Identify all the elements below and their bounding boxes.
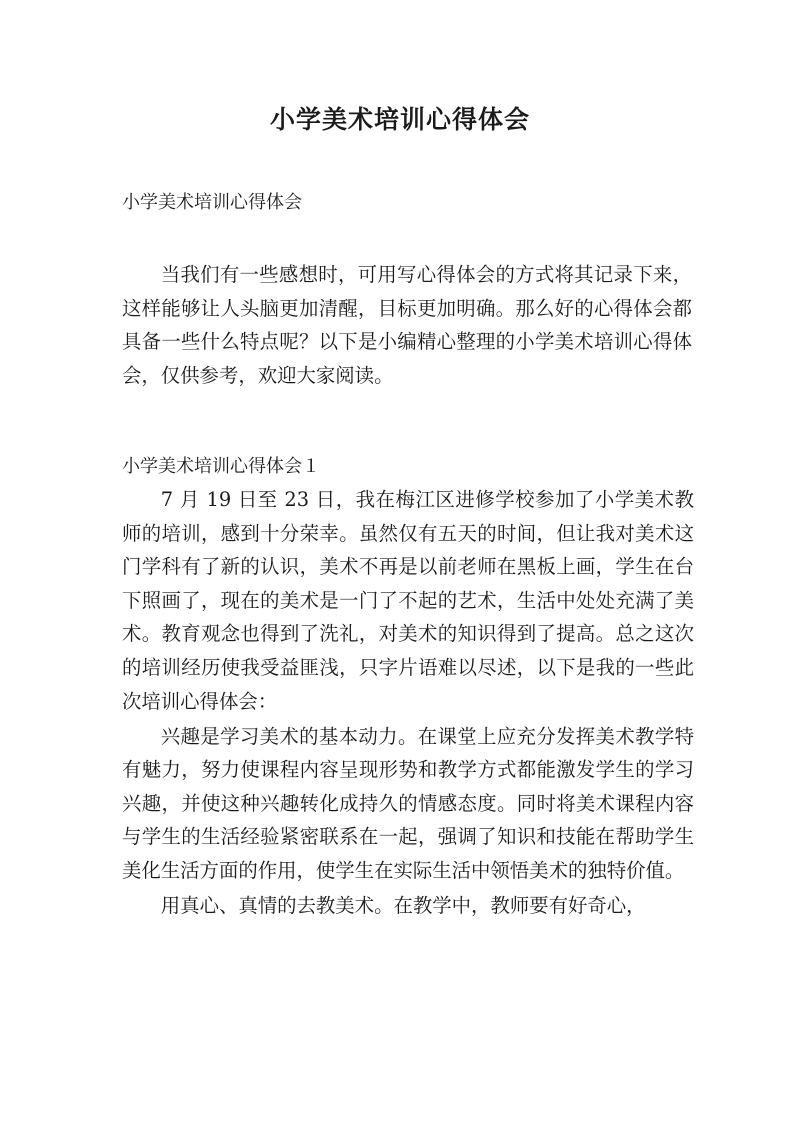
section-heading: 小学美术培训心得体会１ xyxy=(122,456,320,477)
body-paragraph-1: 7 月 19 日至 23 日，我在梅江区进修学校参加了小学美术教师的培训，感到十分荣幸。虽然仅有五天的时间，但让我对美术这门学科有了新的认识，美术不再是以前老师在黑板上画，学生在台下照画了，现在的美术是一门了不起的艺术，生活中处处充满了美术。教育观念也得到了洗礼，对美术的知识得到了提高。总之这次的培训经历使我受益匪浅，只字片语难以尽述，以下是我的一些此次培训心得体会： xyxy=(122,488,694,713)
body-paragraph-3: 用真心、真情的去教美术。在教学中，教师要有好奇心， xyxy=(160,894,646,918)
document-subtitle: 小学美术培训心得体会 xyxy=(122,192,302,213)
section-body xyxy=(122,483,694,923)
intro-paragraph: 当我们有一些感想时，可用写心得体会的方式将其记录下来，这样能够让人头脑更加清醒，目标更加明确。那么好的心得体会都具备一些什么特点呢？以下是小编精心整理的小学美术培训心得体会，仅供参考，欢迎大家阅读。 xyxy=(122,263,692,387)
body-paragraph-2: 兴趣是学习美术的基本动力。在课堂上应充分发挥美术教学特有魅力，努力使课程内容呈现形势和教学方式都能激发学生的学习兴趣，并使这种兴趣转化成持久的情感态度。同时将美术课程内容与学生的生活经验紧密联系在一起，强调了知识和技能在帮助学生美化生活方面的作用，使学生在实际生活中领悟美术的独特价值。 xyxy=(122,724,694,883)
document-title: 小学美术培训心得体会 xyxy=(269,105,530,134)
